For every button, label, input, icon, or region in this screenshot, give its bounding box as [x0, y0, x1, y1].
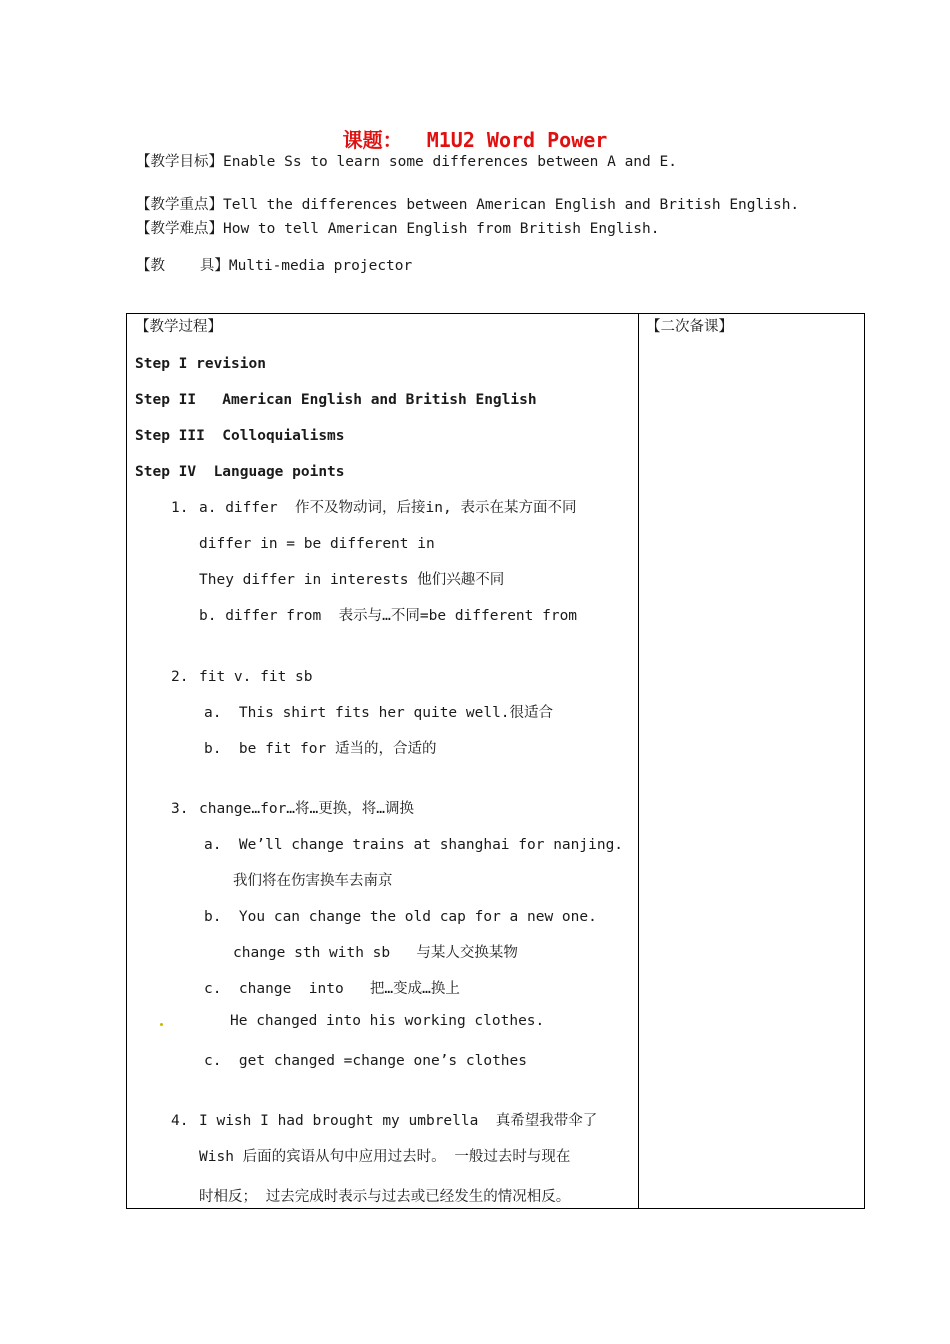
point-4-line-b: Wish 后面的宾语从句中应用过去时。 一般过去时与现在 — [199, 1149, 571, 1165]
stray-mark — [160, 1023, 163, 1026]
step-4: Step IV Language points — [135, 464, 345, 480]
point-number-2: 2. — [171, 669, 189, 685]
point-3-line-h: c. get changed =change one’s clothes — [204, 1053, 528, 1069]
point-1-line-a: a. differ 作不及物动词，后接in, 表示在某方面不同 — [199, 500, 577, 516]
point-3-line-g: He changed into his working clothes. — [230, 1013, 545, 1029]
point-4-line-c: 时相反； 过去完成时表示与过去或已经发生的情况相反。 — [199, 1189, 571, 1205]
point-number-1: 1. — [171, 500, 189, 516]
point-2-line-b: a. This shirt fits her quite well.很适合 — [204, 705, 554, 721]
point-1-line-c: They differ in interests 他们兴趣不同 — [199, 572, 505, 588]
step-1: Step I revision — [135, 356, 266, 372]
tools-line: 【教 具】Multi-media projector — [136, 258, 413, 274]
point-3-line-d: b. You can change the old cap for a new one. — [204, 909, 597, 925]
point-3-line-f: c. change into 把…变成…换上 — [204, 981, 460, 997]
point-2-line-c: b. be fit for 适当的，合适的 — [204, 741, 437, 757]
right-column-header: 【二次备课】 — [646, 319, 733, 335]
difficulty-line: 【教学难点】How to tell American English from British English. — [136, 221, 660, 237]
step-2: Step II American English and British English — [135, 392, 537, 408]
point-1-line-d: b. differ from 表示与…不同=be different from — [199, 608, 578, 624]
step-3: Step III Colloquialisms — [135, 428, 345, 444]
left-column-header: 【教学过程】 — [135, 319, 222, 335]
point-3-line-c: 我们将在伤害换车去南京 — [233, 873, 393, 889]
column-divider — [638, 314, 639, 1208]
point-1-line-b: differ in = be different in — [199, 536, 435, 552]
point-3-line-a: change…for…将…更换，将…调换 — [199, 801, 414, 817]
objective-line: 【教学目标】Enable Ss to learn some differences between A and E. — [136, 154, 677, 170]
point-3-line-b: a. We’ll change trains at shanghai for nanjing. — [204, 837, 624, 853]
point-number-3: 3. — [171, 801, 189, 817]
point-4-line-a: I wish I had brought my umbrella 真希望我带伞了 — [199, 1113, 598, 1129]
point-3-line-e: change sth with sb 与某人交换某物 — [233, 945, 518, 961]
document-title: 课题： M1U2 Word Power — [342, 128, 608, 152]
lesson-table — [126, 313, 865, 1209]
key-point-line: 【教学重点】Tell the differences between American English and British English. — [136, 197, 800, 213]
point-number-4: 4. — [171, 1113, 189, 1129]
point-2-line-a: fit v. fit sb — [199, 669, 313, 685]
